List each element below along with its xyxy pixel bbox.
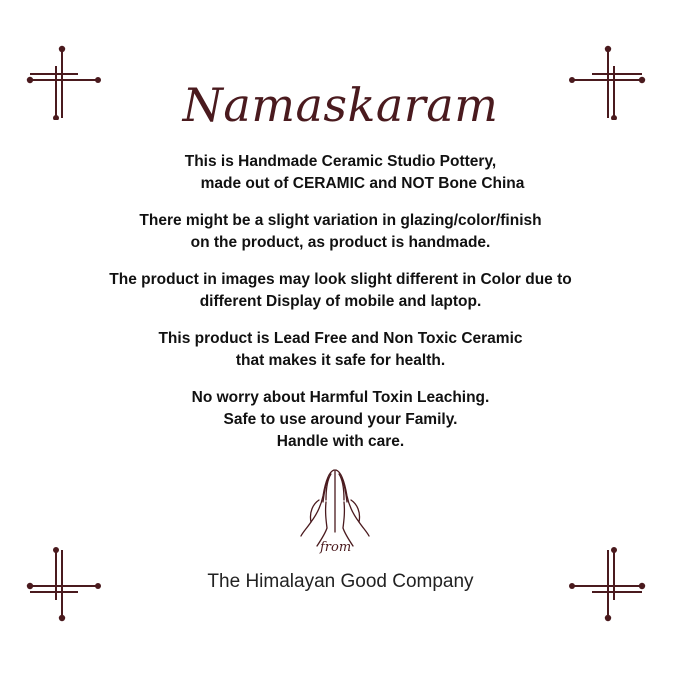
paragraph-line: This product is Lead Free and Non Toxic Ceramic — [158, 330, 523, 347]
paragraph-line: different Display of mobile and laptop. — [199, 293, 482, 310]
paragraph-lead-free — [0, 328, 681, 372]
paragraph-variation — [0, 210, 681, 254]
paragraph-line: on the product, as product is handmade. — [190, 234, 491, 251]
paragraph-handmade — [0, 151, 681, 195]
paragraph-color-display — [0, 269, 681, 313]
paragraph-line: This is Handmade Ceramic Studio Pottery, — [184, 153, 497, 170]
from-label: from — [320, 540, 352, 555]
paragraph-line: made out of CERAMIC and NOT Bone China — [200, 175, 525, 192]
paragraph-line: Safe to use around your Family. — [223, 411, 458, 428]
paragraph-line: that makes it safe for health. — [235, 352, 446, 369]
paragraph-line: Handle with care. — [276, 433, 405, 450]
paragraph-safety — [0, 387, 681, 453]
namaste-hands-icon — [295, 462, 375, 552]
page-title: Namaskaram — [182, 78, 499, 132]
company-name: The Himalayan Good Company — [207, 571, 474, 592]
paragraph-line: There might be a slight variation in glazing/color/finish — [139, 212, 542, 229]
paragraph-line: The product in images may look slight different in Color due to — [109, 271, 572, 288]
paragraph-line: No worry about Harmful Toxin Leaching. — [191, 389, 490, 406]
